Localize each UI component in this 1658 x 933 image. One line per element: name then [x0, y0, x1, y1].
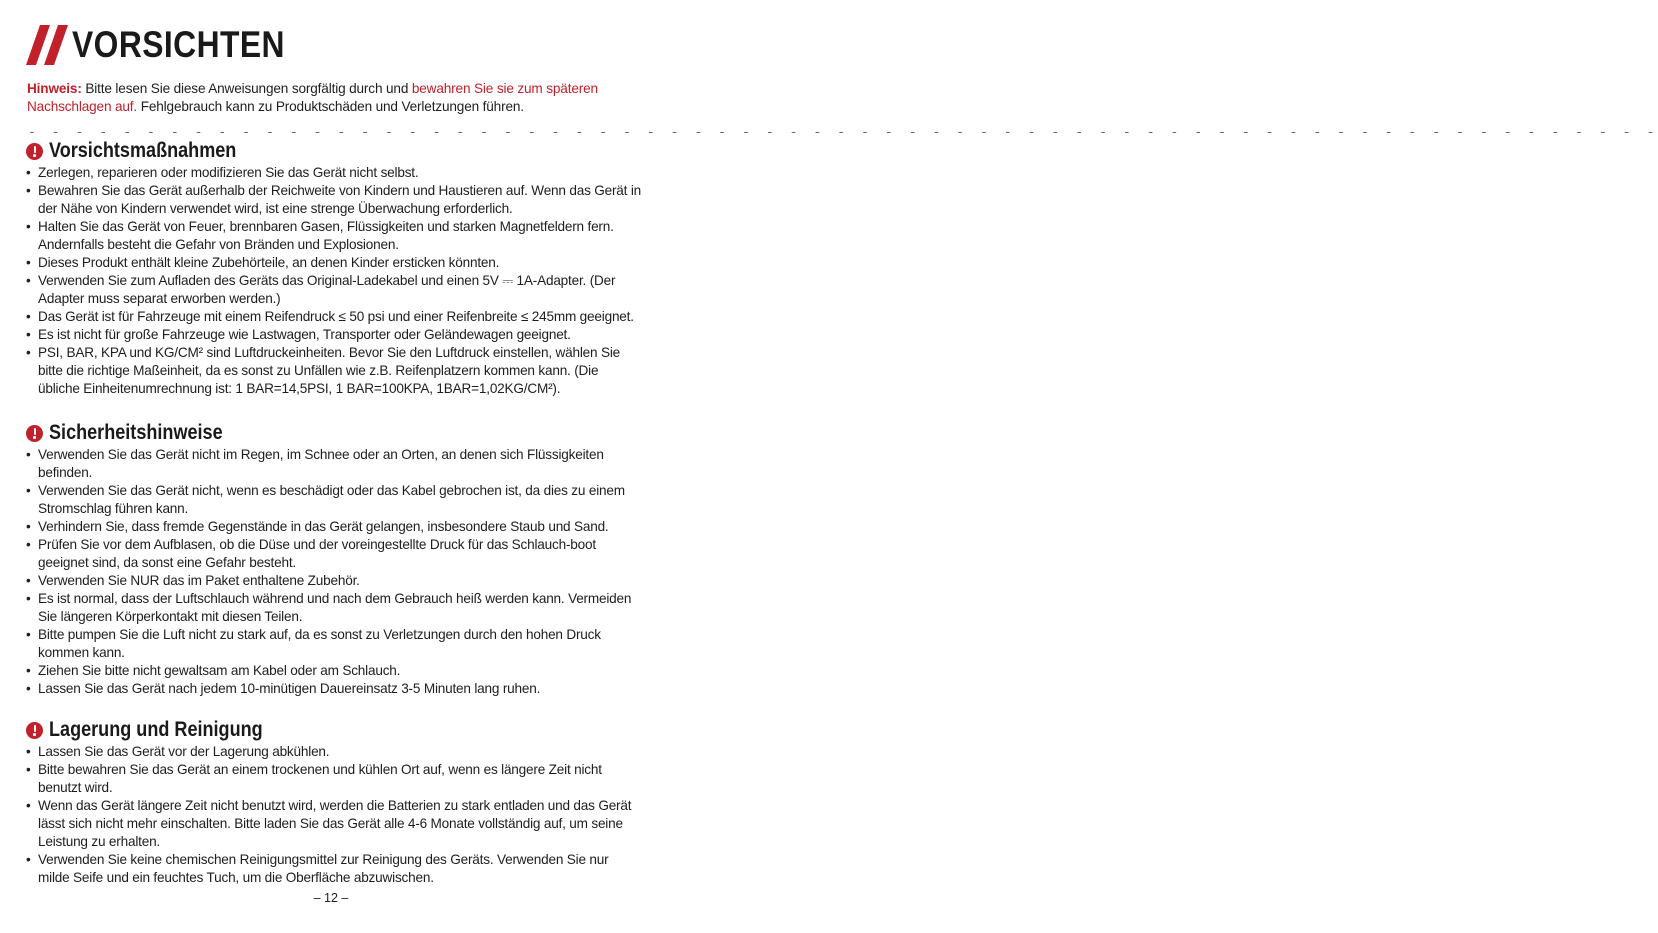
storage-list	[26, 743, 641, 887]
list-item: • Verwenden Sie zum Aufladen des Geräts das Original-Ladekabel und einen 5V ⎓ 1A-Adapter. (Der Adapter muss separat erworben werden.)	[26, 272, 641, 308]
section-title: Lagerung und Reinigung	[49, 718, 263, 741]
note-text-1: Bitte lesen Sie diese Anweisungen sorgfältig durch und	[81, 81, 412, 96]
section-safety	[26, 420, 641, 698]
section-heading	[26, 420, 641, 446]
section-storage	[26, 717, 641, 887]
list-item: • PSI, BAR, KPA und KG/CM² sind Luftdruckeinheiten. Bevor Sie den Luftdruck einstellen, wählen Sie bitte die richtige Maßeinheit, da es sonst zu Unfällen wie z.B. Reifenplatzern kommen kann. (Die übliche Einheitenumrechnung ist: 1 BAR=14,5PSI, 1 BAR=100KPA, 1BAR=1,02KG/CM²).	[26, 344, 641, 398]
section-precautions	[26, 138, 641, 398]
list-item: • Verhindern Sie, dass fremde Gegenstände in das Gerät gelangen, insbesondere Staub und Sand.	[26, 518, 641, 536]
list-item: • Halten Sie das Gerät von Feuer, brennbaren Gasen, Flüssigkeiten und starken Magnetfeldern fern. Andernfalls besteht die Gefahr von Bränden und Explosionen.	[26, 218, 641, 254]
precautions-list	[26, 164, 641, 398]
list-item: • Verwenden Sie NUR das im Paket enthaltene Zubehör.	[26, 572, 641, 590]
note-highlight: bewahren Sie sie zum späteren Nachschlagen auf.	[27, 81, 598, 114]
list-item: • Bitte bewahren Sie das Gerät an einem trockenen und kühlen Ort auf, wenn es längere Zeit nicht benutzt wird.	[26, 761, 641, 797]
note-text-2: Fehlgebrauch kann zu Produktschäden und Verletzungen führen.	[137, 99, 524, 114]
list-item: • Verwenden Sie keine chemischen Reinigungsmittel zur Reinigung des Geräts. Verwenden Sie nur milde Seife und ein feuchtes Tuch, um die Oberfläche abzuwischen.	[26, 851, 641, 887]
list-item: • Zerlegen, reparieren oder modifizieren Sie das Gerät nicht selbst.	[26, 164, 641, 182]
section-heading	[26, 717, 641, 743]
page-number: – 12 –	[313, 891, 349, 905]
list-item: • Dieses Produkt enthält kleine Zubehörteile, an denen Kinder ersticken könnten.	[26, 254, 641, 272]
list-item: • Verwenden Sie das Gerät nicht im Regen, im Schnee oder an Orten, an denen sich Flüssigkeiten befinden.	[26, 446, 641, 482]
list-item: • Das Gerät ist für Fahrzeuge mit einem Reifendruck ≤ 50 psi und einer Reifenbreite ≤ 245mm geeignet.	[26, 308, 641, 326]
note-label: Hinweis:	[27, 81, 82, 96]
warning-icon	[26, 143, 43, 160]
double-slash-logo-icon	[26, 25, 68, 65]
list-item: • Lassen Sie das Gerät vor der Lagerung abkühlen.	[26, 743, 641, 761]
section-title: Sicherheitshinweise	[49, 421, 223, 444]
page-header	[26, 22, 320, 68]
list-item: • Ziehen Sie bitte nicht gewaltsam am Kabel oder am Schlauch.	[26, 662, 641, 680]
list-item: • Es ist nicht für große Fahrzeuge wie Lastwagen, Transporter oder Geländewagen geeignet.	[26, 326, 641, 344]
list-item: • Bitte pumpen Sie die Luft nicht zu stark auf, da es sonst zu Verletzungen durch den hohen Druck kommen kann.	[26, 626, 641, 662]
intro-note	[27, 80, 635, 116]
list-item: • Prüfen Sie vor dem Aufblasen, ob die Düse und der voreingestellte Druck für das Schlauch-boot geeignet sind, da sonst eine Gefahr besteht.	[26, 536, 641, 572]
dashed-divider: - - - - - - - - - - - - - - - - - - - - - - - - - - - - - - - - - - - - - - - - - - - - - - - - - - - - - - - - - - - - - - - - - - - - -	[28, 125, 1658, 140]
list-item: • Bewahren Sie das Gerät außerhalb der Reichweite von Kindern und Haustieren auf. Wenn das Gerät in der Nähe von Kindern verwendet wird, ist eine strenge Überwachung erforderlich.	[26, 182, 641, 218]
warning-icon	[26, 722, 43, 739]
list-item: • Verwenden Sie das Gerät nicht, wenn es beschädigt oder das Kabel gebrochen ist, da dies zu einem Stromschlag führen kann.	[26, 482, 641, 518]
safety-list	[26, 446, 641, 698]
warning-icon	[26, 425, 43, 442]
section-title: Vorsichtsmaßnahmen	[49, 139, 237, 162]
list-item: • Es ist normal, dass der Luftschlauch während und nach dem Gebrauch heiß werden kann. Vermeiden Sie längeren Körperkontakt mit diesen Teilen.	[26, 590, 641, 626]
section-heading	[26, 138, 641, 164]
page-title: VORSICHTEN	[72, 24, 285, 65]
list-item: • Lassen Sie das Gerät nach jedem 10-minütigen Dauereinsatz 3-5 Minuten lang ruhen.	[26, 680, 641, 698]
list-item: • Wenn das Gerät längere Zeit nicht benutzt wird, werden die Batterien zu stark entladen und das Gerät lässt sich nicht mehr einschalten. Bitte laden Sie das Gerät alle 4-6 Monate vollständig auf, um seine Leistung zu erhalten.	[26, 797, 641, 851]
